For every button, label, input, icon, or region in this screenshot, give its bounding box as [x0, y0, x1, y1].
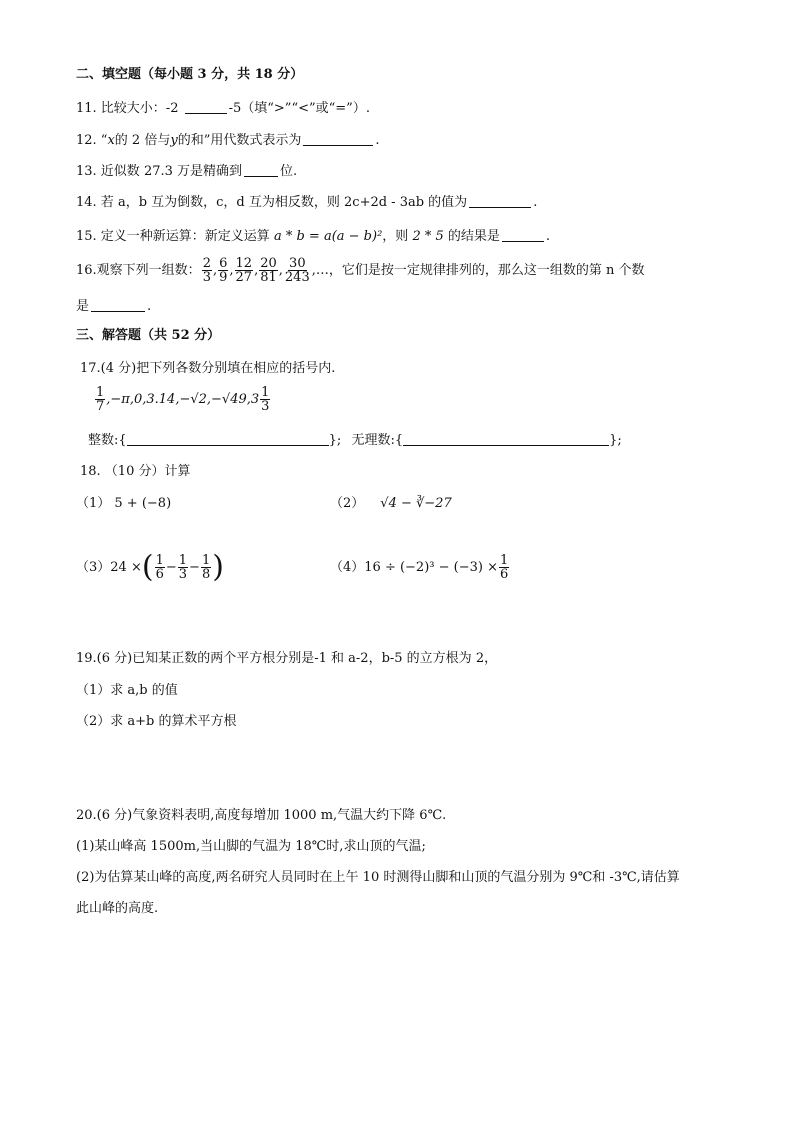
number-sequence: $\frac{2}{3}$ , $\frac{6}{9}$ , $\frac{12}{27}$ , $\frac{20}{81}$ , $\frac{30}{243}$ [202, 256, 310, 285]
classification-row: 整数:{ }; 无理数:{ }; [88, 433, 622, 448]
question-15: 15. 定义一种新运算：新定义运算 a * b = a(a − b)²，则 2 * 5 的结果是 . [76, 229, 551, 244]
section-2-title: 二、填空题（每小题 3 分，共 18 分） [76, 67, 304, 82]
irrational-answer-field[interactable] [403, 431, 609, 446]
integer-answer-field[interactable] [127, 431, 329, 446]
answer-blank[interactable] [303, 131, 373, 146]
q19-part-2: （2）求 a+b 的算术平方根 [76, 714, 237, 729]
q20-part-2-cont: 此山峰的高度. [76, 901, 159, 916]
question-14: 14. 若 a，b 互为倒数，c，d 互为相反数，则 2c+2d - 3ab 的值为 . [76, 195, 538, 210]
sequence-fraction: $\frac{6}{9}$ [219, 256, 228, 285]
question-20: 20.(6 分)气象资料表明,高度每增加 1000 m,气温大约下降 6℃. [76, 808, 447, 823]
q18-part-4: （4）16 ÷ (−2)³ − (−3) × $\frac{1}{6}$ [330, 553, 509, 582]
sequence-fraction: $\frac{20}{81}$ [260, 256, 277, 285]
answer-blank[interactable] [502, 227, 544, 242]
answer-blank[interactable] [185, 99, 227, 114]
q18-part-3: （3）24 ×( $\frac{1}{6}$ − $\frac{1}{3}$ − $\frac{1}{8}$ ) [76, 549, 224, 585]
q20-part-1: (1)某山峰高 1500m,当山脚的气温为 18℃时,求山顶的气温; [76, 839, 426, 854]
q18-part-1: （1） 5 + (−8) [76, 496, 172, 511]
operation-definition: a * b = a(a − b)² [273, 229, 383, 244]
section-3-title: 三、解答题（共 52 分） [76, 328, 221, 343]
question-13: 13. 近似数 27.3 万是精确到 位. [76, 164, 298, 179]
question-16: 16.观察下列一组数： $\frac{2}{3}$ , $\frac{6}{9}$ , $\frac{12}{27}$ , $\frac{20}{81}$ , $\frac{30}{243}$ ,…，它们是按一定规律排列的，那么这一组数的第 n 个数 [76, 256, 645, 285]
answer-blank[interactable] [244, 162, 278, 177]
q20-part-2: (2)为估算某山峰的高度,两名研究人员同时在上午 10 时测得山脚和山顶的气温分别为 9℃和 -3℃,请估算 [76, 870, 680, 885]
sequence-fraction: $\frac{30}{243}$ [284, 256, 310, 285]
question-12: 12. “x的 2 倍与y的和”用代数式表示为 . [76, 133, 380, 148]
question-18: 18. （10 分）计算 [80, 464, 191, 479]
question-17: 17.(4 分)把下列各数分别填在相应的括号内. [80, 361, 336, 376]
fraction: $\frac{1}{7}$ [96, 385, 105, 414]
sequence-fraction: $\frac{2}{3}$ [202, 256, 211, 285]
fraction: $\frac{1}{3}$ [261, 385, 270, 414]
number-list: $\frac{1}{7}$ ,−π,0,3.14,−√2,−√49,3 $\frac{1}{3}$ [96, 385, 270, 414]
sequence-fraction: $\frac{12}{27}$ [235, 256, 253, 285]
question-11: 11. 比较大小：-2 -5（填“>”“<”或“=”）. [76, 101, 370, 116]
answer-blank[interactable] [91, 297, 145, 312]
question-19: 19.(6 分)已知某正数的两个平方根分别是-1 和 a-2，b-5 的立方根为 2， [76, 651, 498, 666]
answer-blank[interactable] [469, 193, 531, 208]
question-16-cont: 是 . [76, 299, 152, 314]
q19-part-1: （1）求 a,b 的值 [76, 683, 178, 698]
q18-part-2: （2） √4 − ∛−27 [330, 496, 452, 511]
